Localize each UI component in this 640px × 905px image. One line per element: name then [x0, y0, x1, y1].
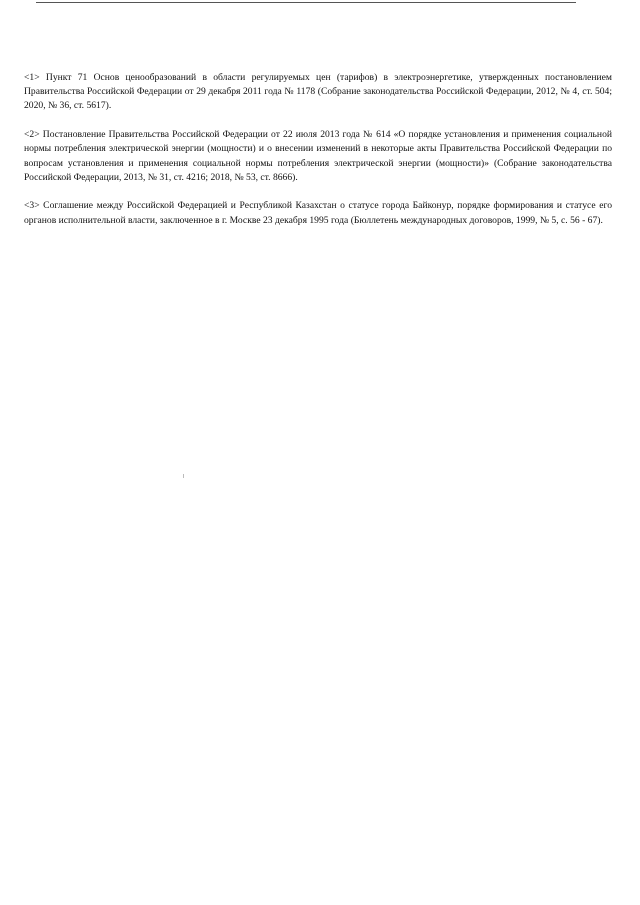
footnote-2: <2> Постановление Правительства Российской Федерации от 22 июля 2013 года № 614 «О порядке установления и применения социальной нормы потребления электрической энергии (мощности) и о внесении изменений в некоторые акты Правительства Российской Федерации по вопросам установления и применения социальной нормы потребления электрической энергии (мощности)» (Собрание законодательства Российской Федерации, 2013, № 31, ст. 4216; 2018, № 53, ст. 8666). — [24, 129, 612, 183]
top-border-line — [36, 2, 576, 3]
footnote-1: <1> Пункт 71 Основ ценообразований в области регулируемых цен (тарифов) в электроэнергетике, утвержденных постановлением Правительства Российской Федерации от 29 декабря 2011 года № 1178 (Собрание законодательства Российской Федерации, 2012, № 4, ст. 504; 2020, № 36, ст. 5617). — [24, 72, 612, 112]
footnotes-section — [24, 71, 612, 228]
footnote-3: <3> Соглашение между Российской Федерацией и Республикой Казахстан о статусе города Байконур, порядке формирования и статусе его органов исполнительной власти, заключенное в г. Москве 23 декабря 1995 года (Бюллетень международных договоров, 1999, № 5, с. 56 - 67). — [24, 200, 612, 226]
scan-artifact-mark — [183, 474, 184, 478]
